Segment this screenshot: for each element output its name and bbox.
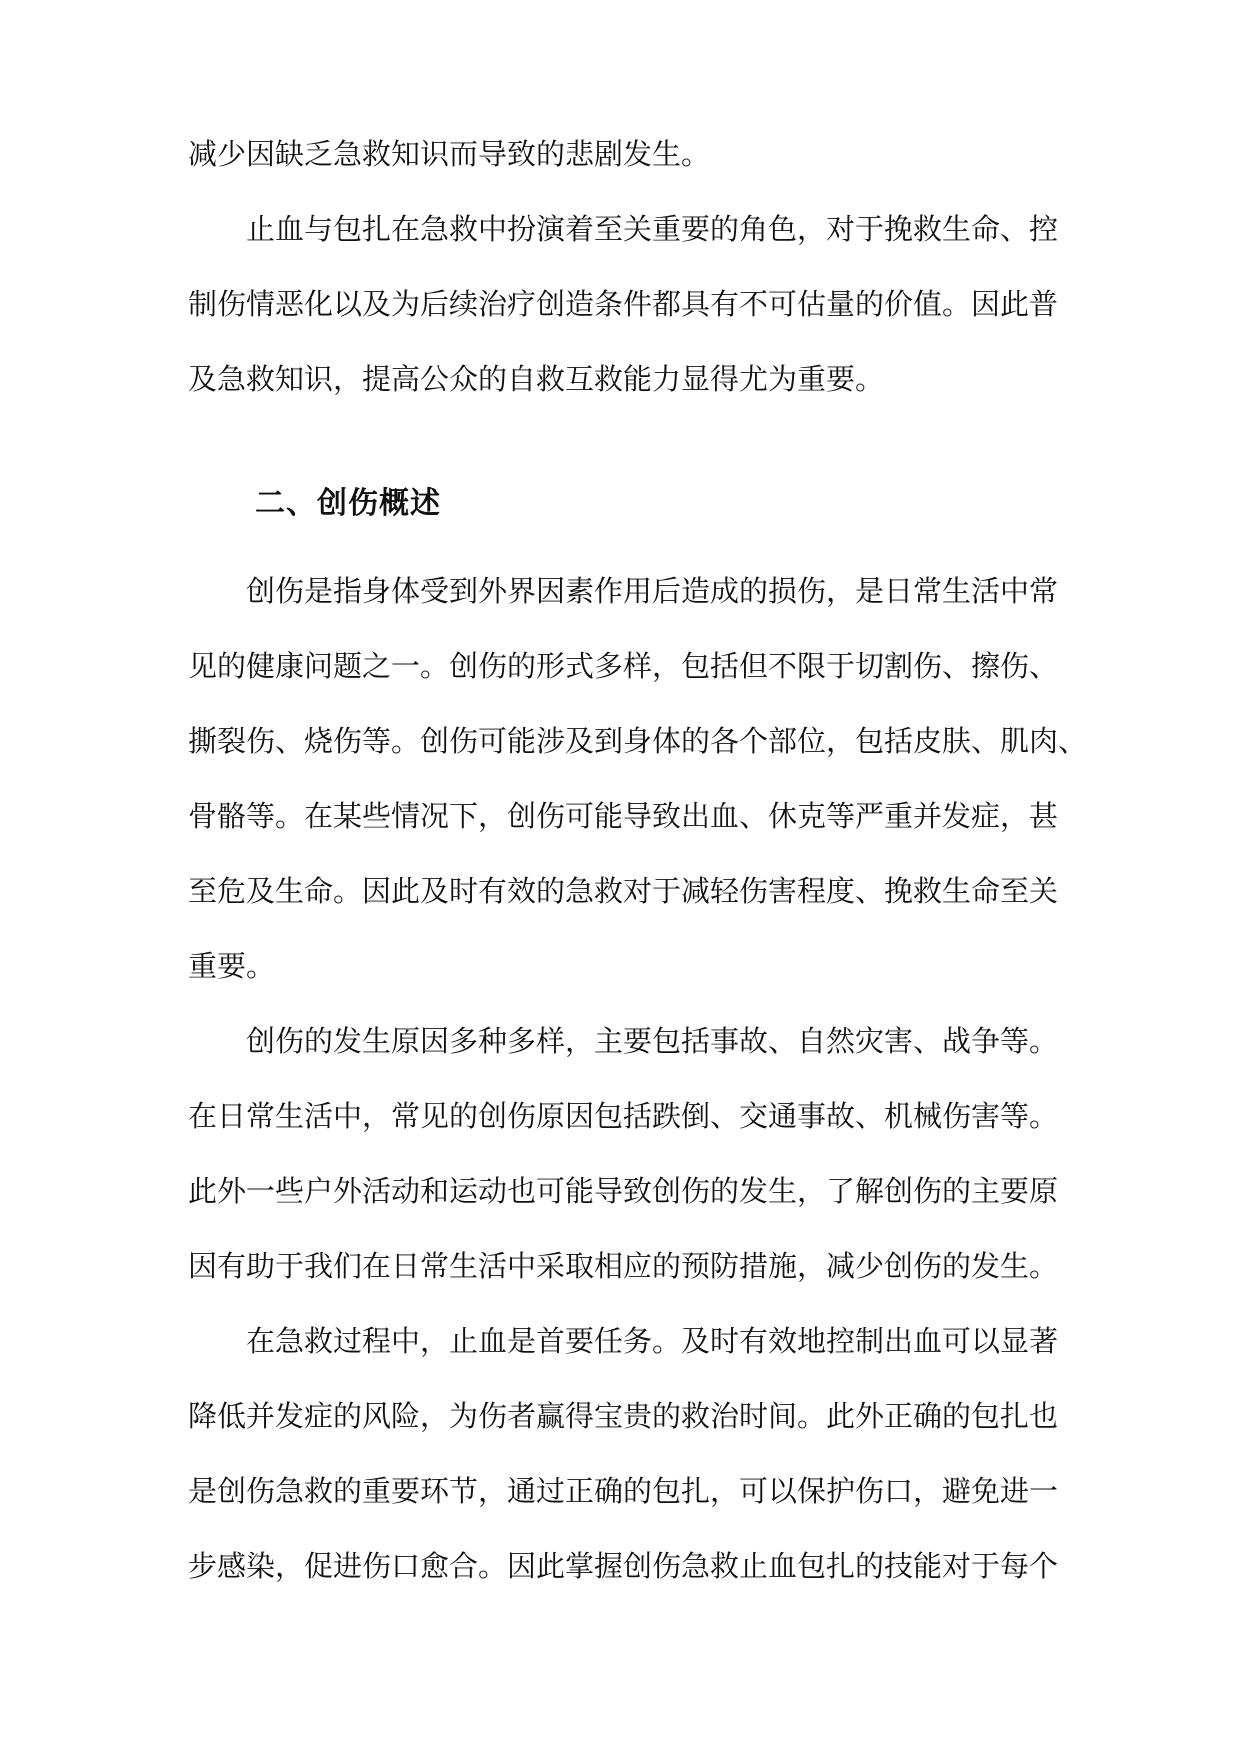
paragraph-line: 制伤情恶化以及为后续治疗创造条件都具有不可估量的价值。因此普 bbox=[188, 287, 1059, 321]
paragraph-line: 降低并发症的风险，为伤者赢得宝贵的救治时间。此外正确的包扎也 bbox=[188, 1399, 1059, 1433]
paragraph-line: 减少因缺乏急救知识而导致的悲剧发生。 bbox=[188, 137, 711, 171]
paragraph-line: 止血与包扎在急救中扮演着至关重要的角色，对于挽救生命、控 bbox=[246, 212, 1059, 246]
paragraph-line: 撕裂伤、烧伤等。创伤可能涉及到身体的各个部位，包括皮肤、肌肉、 bbox=[188, 724, 1088, 758]
paragraph-line: 见的健康问题之一。创伤的形式多样，包括但不限于切割伤、擦伤、 bbox=[188, 649, 1059, 683]
paragraph-line: 骨骼等。在某些情况下，创伤可能导致出血、休克等严重并发症，甚 bbox=[188, 799, 1059, 833]
paragraph-line: 重要。 bbox=[188, 949, 276, 983]
paragraph-line: 步感染，促进伤口愈合。因此掌握创伤急救止血包扎的技能对于每个 bbox=[188, 1549, 1059, 1583]
paragraph-line: 创伤是指身体受到外界因素作用后造成的损伤，是日常生活中常 bbox=[246, 574, 1059, 608]
paragraph-line: 此外一些户外活动和运动也可能导致创伤的发生，了解创伤的主要原 bbox=[188, 1174, 1059, 1208]
paragraph-line: 因有助于我们在日常生活中采取相应的预防措施，减少创伤的发生。 bbox=[188, 1249, 1059, 1283]
paragraph-line: 至危及生命。因此及时有效的急救对于减轻伤害程度、挽救生命至关 bbox=[188, 874, 1059, 908]
paragraph-line: 在急救过程中，止血是首要任务。及时有效地控制出血可以显著 bbox=[246, 1324, 1059, 1358]
paragraph-line: 在日常生活中，常见的创伤原因包括跌倒、交通事故、机械伤害等。 bbox=[188, 1099, 1059, 1133]
paragraph-line: 创伤的发生原因多种多样，主要包括事故、自然灾害、战争等。 bbox=[246, 1024, 1059, 1058]
paragraph-line: 及急救知识，提高公众的自救互救能力显得尤为重要。 bbox=[188, 362, 885, 396]
section-heading: 二、创伤概述 bbox=[255, 486, 441, 521]
paragraph-line: 是创伤急救的重要环节，通过正确的包扎，可以保护伤口，避免进一 bbox=[188, 1474, 1059, 1508]
